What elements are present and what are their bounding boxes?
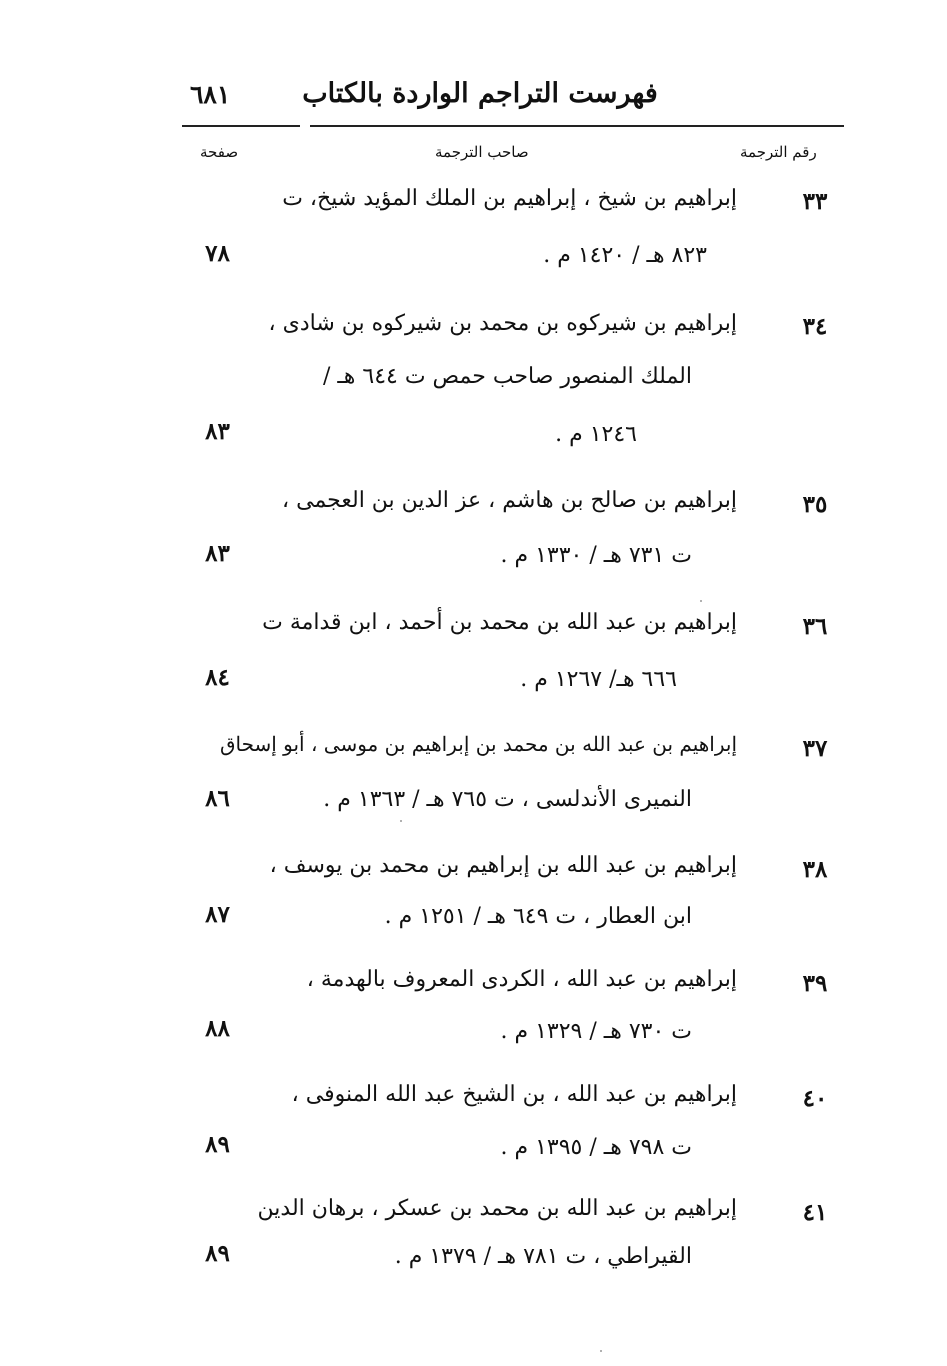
entry-line: إبراهيم بن عبد الله بن محمد بن عسكر ، برهان الدين: [257, 1196, 737, 1221]
entry-line: القيراطي ، ت ٧٨١ هـ / ١٣٧٩ م .: [394, 1244, 692, 1269]
entry-line: إبراهيم بن عبد الله بن محمد بن أحمد ، ابن قدامة ت: [262, 610, 737, 635]
entry-number: ٣٧: [802, 735, 828, 762]
column-header-number: رقم الترجمة: [740, 143, 817, 161]
entry-page: ٨٤: [205, 664, 230, 691]
scan-speck: [400, 820, 402, 822]
entry-page: ٨٩: [205, 1131, 230, 1158]
entry-line: إبراهيم بن عبد الله بن إبراهيم بن محمد بن يوسف ،: [269, 853, 737, 878]
scan-speck: [700, 600, 702, 602]
page-number: ٦٨١: [190, 80, 231, 109]
entry-line: ت ٧٩٨ هـ / ١٣٩٥ م .: [500, 1135, 692, 1160]
page-title: فهرست التراجم الواردة بالكتاب: [302, 78, 658, 109]
entry-number: ٤٠: [802, 1085, 828, 1112]
entry-page: ٨٨: [205, 1015, 230, 1042]
entry-line: ابن العطار ، ت ٦٤٩ هـ / ١٢٥١ م .: [384, 904, 692, 929]
column-header-page: صفحة: [200, 143, 239, 161]
entry-number: ٤١: [802, 1199, 828, 1226]
header-rule: [182, 125, 844, 127]
entry-page: ٨٣: [205, 540, 230, 567]
entry-number: ٣٥: [802, 491, 828, 518]
entry-number: ٣٣: [802, 188, 828, 215]
entry-line: إبراهيم بن شيركوه بن محمد بن شيركوه بن شادى ،: [268, 311, 737, 336]
entry-line: إبراهيم بن شيخ ، إبراهيم بن الملك المؤيد شيخ، ت: [282, 186, 737, 211]
entry-page: ٨٣: [205, 418, 230, 445]
entry-line: ت ٧٣١ هـ / ١٣٣٠ م .: [500, 543, 692, 568]
entry-line: إبراهيم بن عبد الله ، بن الشيخ عبد الله المنوفى ،: [291, 1082, 737, 1107]
entry-line: إبراهيم بن عبد الله ، الكردى المعروف بالهدمة ،: [306, 967, 737, 992]
entry-number: ٣٦: [802, 613, 828, 640]
entry-number: ٣٨: [802, 856, 828, 883]
entry-line: ت ٧٣٠ هـ / ١٣٢٩ م .: [500, 1019, 692, 1044]
entry-page: ٨٧: [205, 901, 230, 928]
entry-line: النميرى الأندلسى ، ت ٧٦٥ هـ / ١٣٦٣ م .: [323, 787, 692, 812]
entry-page: ٨٩: [205, 1240, 230, 1267]
entry-number: ٣٤: [802, 313, 828, 340]
entry-line: الملك المنصور صاحب حمص ت ٦٤٤ هـ /: [322, 364, 692, 389]
entry-line: إبراهيم بن صالح بن هاشم ، عز الدين بن العجمى ،: [282, 488, 737, 513]
entry-page: ٧٨: [205, 240, 230, 267]
entry-line: ٨٢٣ هـ / ١٤٢٠ م .: [543, 243, 707, 268]
entry-line: إبراهيم بن عبد الله بن محمد بن إبراهيم بن موسى ، أبو إسحاق: [219, 732, 737, 756]
header-rule-gap: [300, 123, 310, 129]
entry-line: ١٢٤٦ م .: [555, 422, 637, 447]
scan-speck: [600, 1350, 602, 1352]
entry-line: ٦٦٦ هـ/ ١٢٦٧ م .: [520, 667, 677, 692]
entry-page: ٨٦: [205, 785, 230, 812]
column-header-name: صاحب الترجمة: [435, 143, 529, 161]
entry-number: ٣٩: [802, 970, 828, 997]
